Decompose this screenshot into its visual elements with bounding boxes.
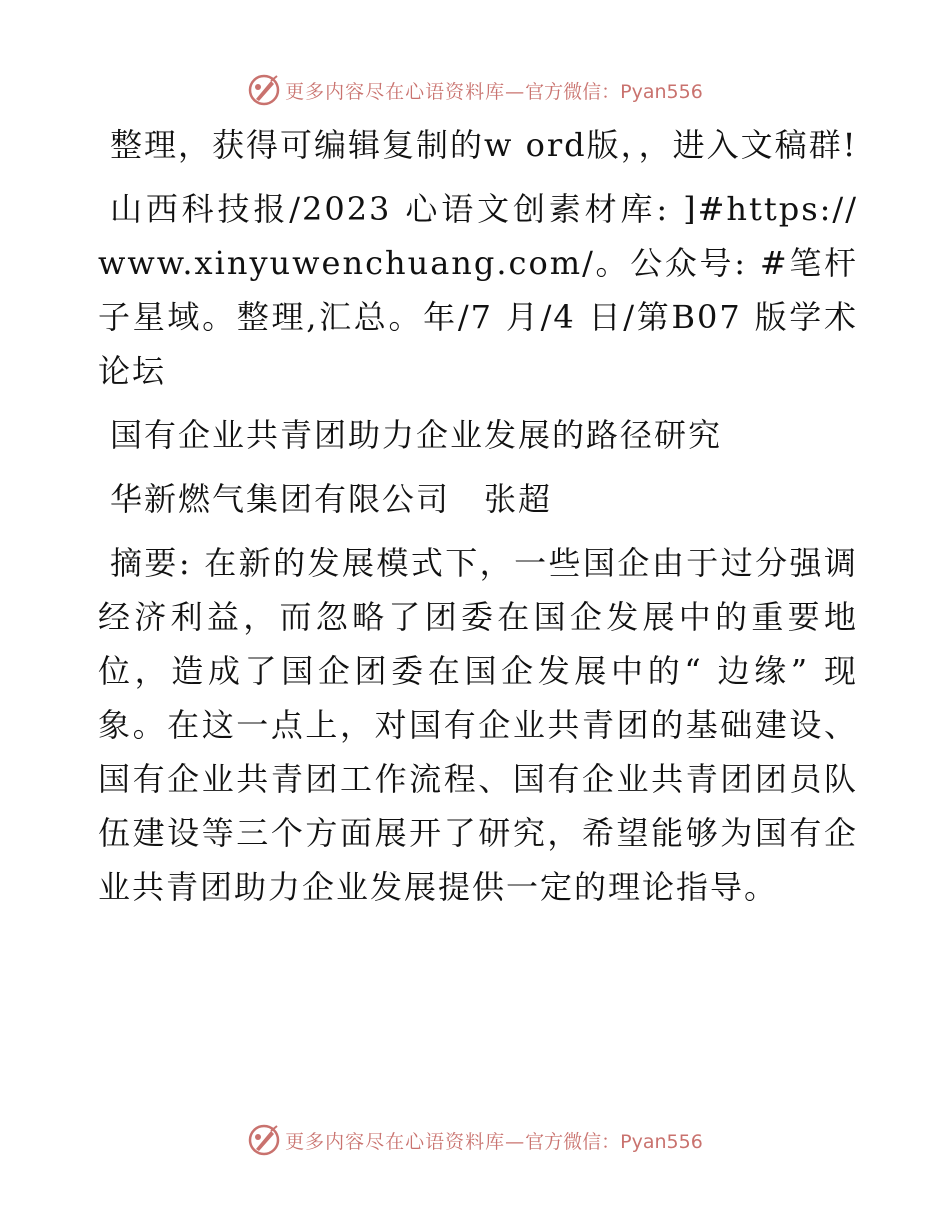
quill-pen-logo-icon — [247, 1123, 281, 1157]
intro-paragraph: 整理，获得可编辑复制的w ord版，，进入文稿群! — [110, 126, 858, 164]
banner-site-text: 更多内容尽在心语资料库— — [285, 80, 526, 103]
article-title: 国有企业共青团助力企业发展的路径研究 — [110, 416, 723, 454]
abstract-paragraph: 摘要: 在新的发展模式下，一些国企由于过分强调经济利益，而忽略了团委在国企发展中的重要地位，造成了国企团委在国企发展中的“ 边缘” 现象。在这一点上，对国有企业共青团的基础建设、国有企业共青团工作流程、国有企业共青团团员队伍建设等三个方面展开了研究，希望能够为国有企业共青团助力企业发展提供一定的理论指导。 — [98, 544, 858, 906]
footer-watermark-banner — [0, 1120, 950, 1160]
header-watermark-banner — [0, 70, 950, 110]
banner-wechat-text: 官方微信：Pyan556 — [525, 80, 703, 103]
document-body — [98, 118, 858, 914]
banner-wechat-text: 官方微信：Pyan556 — [525, 1130, 703, 1153]
banner-site-text: 更多内容尽在心语资料库— — [285, 1130, 526, 1153]
article-author: 华新燃气集团有限公司 张超 — [110, 480, 553, 518]
quill-pen-logo-icon — [247, 73, 281, 107]
source-paragraph: 山西科技报/2023 心语文创素材库: ]#https://www.xinyuwenchuang.com/。公众号: #笔杆子星域。整理,汇总。年/7 月/4 日/第B07 版学术论坛 — [98, 190, 858, 390]
